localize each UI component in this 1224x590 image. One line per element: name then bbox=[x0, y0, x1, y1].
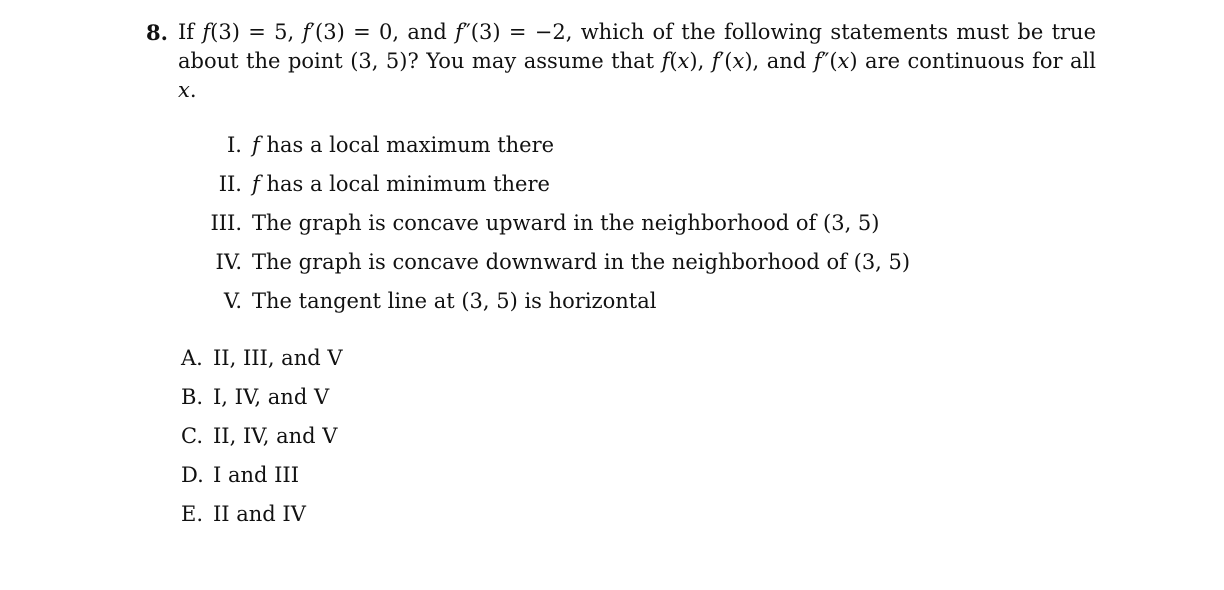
choice-a[interactable] bbox=[181, 338, 1096, 377]
stem-var-f: f bbox=[711, 49, 720, 73]
statement-numeral: IV. bbox=[215, 249, 242, 274]
stem-text-7: ′( bbox=[719, 49, 733, 73]
choice-text: I, IV, and V bbox=[213, 384, 330, 409]
statement-list bbox=[178, 125, 1096, 320]
choice-letter: B. bbox=[181, 384, 204, 409]
stem-text-8: ), and bbox=[744, 49, 814, 73]
statement-numeral: III. bbox=[210, 210, 242, 235]
answer-choices bbox=[181, 338, 1096, 533]
stem-text-10: ) are continuous for all bbox=[849, 49, 1096, 73]
stem-text-3: ′(3) = 0, and bbox=[310, 20, 456, 44]
stem-var-x: x bbox=[837, 49, 850, 73]
stem-text-11: . bbox=[189, 78, 197, 102]
stem-var-x: x bbox=[732, 49, 745, 73]
stem-var-f: f bbox=[302, 20, 311, 44]
statement-var-f: f bbox=[252, 171, 260, 196]
statement-iii bbox=[178, 203, 1096, 242]
choice-c[interactable] bbox=[181, 416, 1096, 455]
statement-text: The tangent line at (3, 5) is horizontal bbox=[252, 288, 657, 313]
question-number: 8. bbox=[146, 20, 168, 45]
choice-letter: D. bbox=[181, 462, 204, 487]
statement-body: has a local maximum there bbox=[259, 132, 555, 157]
statement-iv bbox=[178, 242, 1096, 281]
statement-text bbox=[252, 133, 554, 157]
statement-numeral: II. bbox=[218, 171, 242, 196]
stem-var-f: f bbox=[202, 20, 211, 44]
statement-numeral: I. bbox=[227, 132, 242, 157]
choice-text: I and III bbox=[213, 462, 300, 487]
statement-v bbox=[178, 281, 1096, 320]
choice-letter: A. bbox=[181, 345, 203, 370]
choice-text: II and IV bbox=[213, 501, 306, 526]
statement-text: The graph is concave upward in the neighborhood of (3, 5) bbox=[252, 210, 880, 235]
question-stem bbox=[146, 18, 1096, 105]
stem-var-f: f bbox=[813, 49, 822, 73]
stem-text-1: If bbox=[178, 20, 203, 44]
choice-d[interactable] bbox=[181, 455, 1096, 494]
stem-text-5: ( bbox=[669, 49, 678, 73]
statement-text: The graph is concave downward in the neighborhood of (3, 5) bbox=[252, 249, 911, 274]
problem-8 bbox=[146, 18, 1096, 533]
statement-text bbox=[252, 172, 550, 196]
stem-var-x: x bbox=[178, 78, 190, 102]
choice-b[interactable] bbox=[181, 377, 1096, 416]
choice-letter: E. bbox=[181, 501, 204, 526]
choice-letter: C. bbox=[181, 423, 203, 448]
statement-ii bbox=[178, 164, 1096, 203]
statement-body: has a local minimum there bbox=[259, 171, 550, 196]
statement-numeral: V. bbox=[223, 288, 242, 313]
stem-var-f: f bbox=[455, 20, 463, 44]
stem-text-2: (3) = 5, bbox=[210, 20, 303, 44]
stem-var-x: x bbox=[677, 49, 690, 73]
statement-var-f: f bbox=[252, 132, 260, 157]
stem-var-f: f bbox=[661, 49, 670, 73]
choice-text: II, III, and V bbox=[213, 345, 343, 370]
stem-text-9: ″( bbox=[821, 49, 838, 73]
stem-text-4: ″(3) = −2, which of the following statements must be true about the point (3, 5)? You may assume that bbox=[178, 20, 1097, 73]
choice-e[interactable] bbox=[181, 494, 1096, 533]
choice-text: II, IV, and V bbox=[213, 423, 338, 448]
stem-text-6: ), bbox=[689, 49, 712, 73]
statement-i bbox=[178, 125, 1096, 164]
